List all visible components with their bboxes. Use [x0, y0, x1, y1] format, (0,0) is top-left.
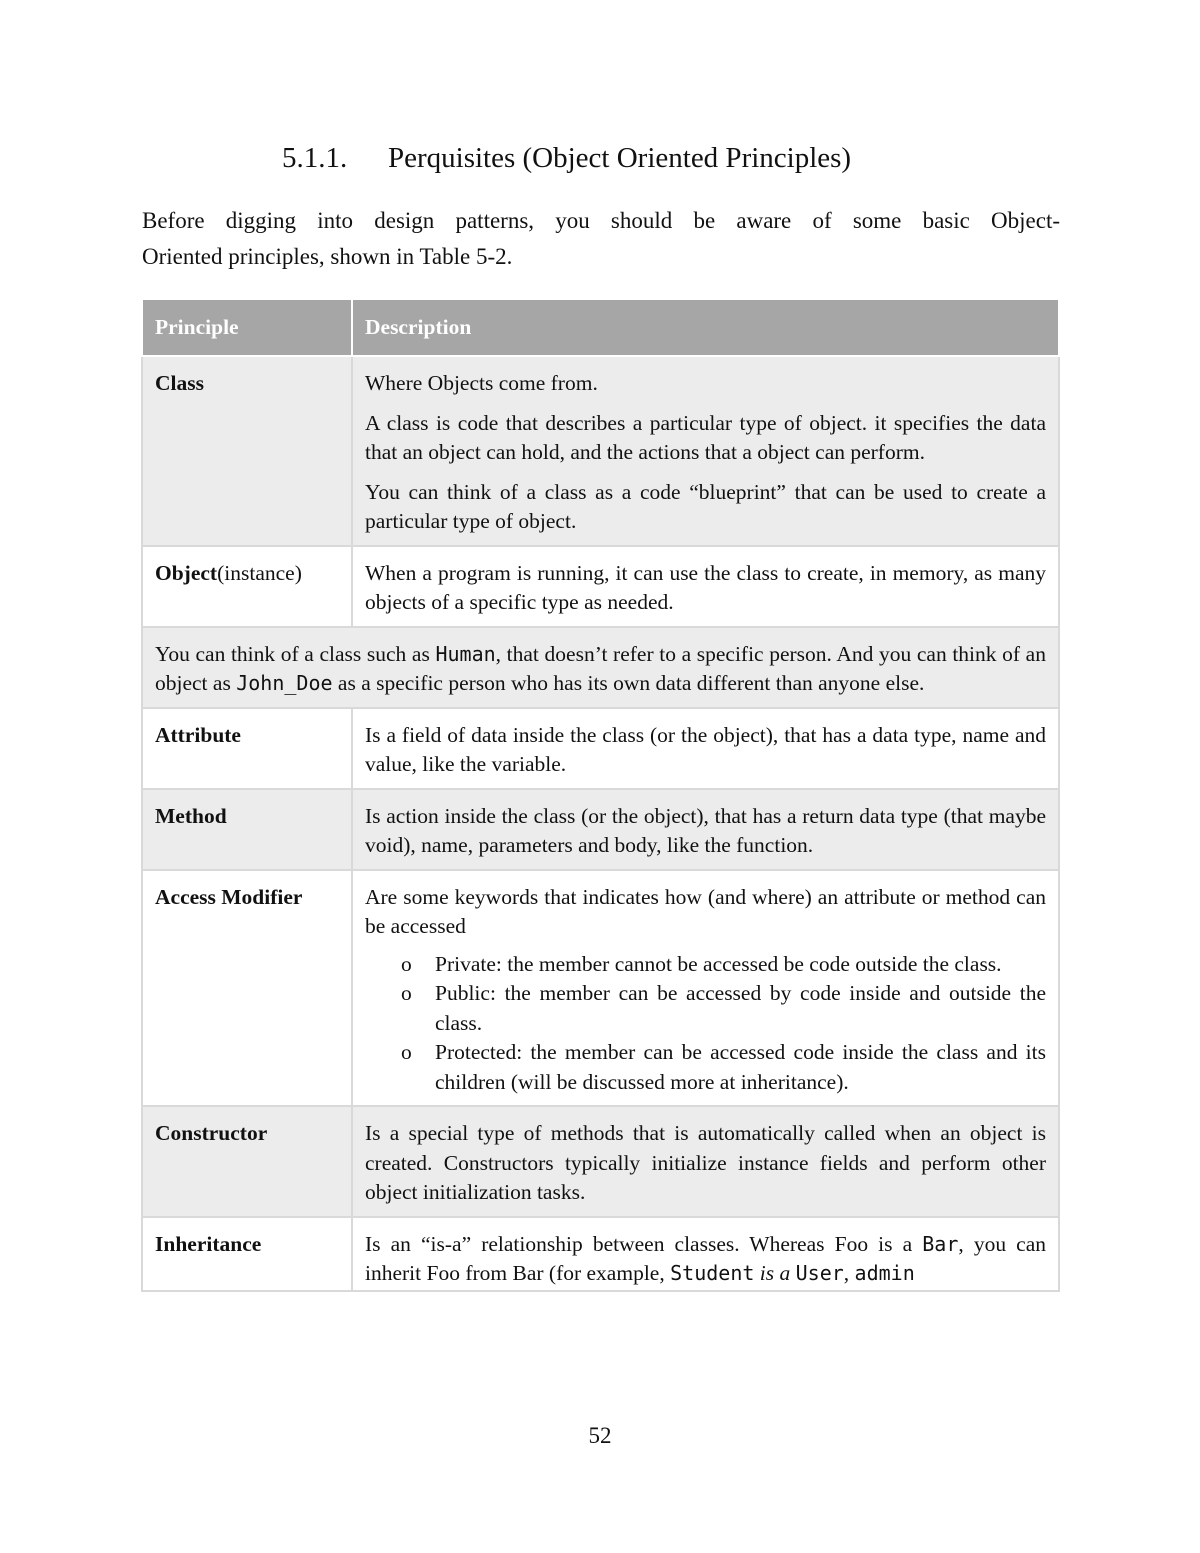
list-item: o Public: the member can be accessed by code inside and outside the class. — [435, 979, 1046, 1038]
note-text: , that doesn’t refer to a specific person. And you can think of an object as — [155, 641, 1046, 695]
header-principle: Principle — [142, 299, 352, 356]
term-bold: Object — [155, 560, 218, 585]
section-title: Perquisites (Object Oriented Principles) — [388, 142, 852, 174]
principle-description: Is a field of data inside the class (or the object), that has a data type, name and value, like the variable. — [352, 708, 1059, 789]
desc-code-admin: admin — [854, 1261, 915, 1285]
section-number: 5.1.1. — [282, 142, 348, 174]
intro-line-2: Oriented principles, shown in Table 5-2. — [142, 244, 513, 269]
list-item: o Private: the member cannot be accessed be code outside the class. — [435, 950, 1046, 980]
term-suffix: (instance) — [217, 560, 302, 585]
table-row — [142, 870, 1059, 1107]
description-paragraph: A class is code that describes a particular type of object. it specifies the data that an object can hold, and the actions that a object can perform. — [365, 410, 1046, 464]
desc-code-foo: Foo — [834, 1231, 869, 1256]
principle-term: Access Modifier — [142, 870, 352, 1107]
principle-term: Method — [142, 789, 352, 870]
desc-italic: is a — [754, 1261, 796, 1285]
table-row — [142, 1217, 1059, 1291]
page-number: 52 — [588, 1423, 612, 1448]
principle-term: Constructor — [142, 1106, 352, 1217]
desc-code-user: User — [795, 1261, 844, 1285]
table-row — [142, 627, 1059, 708]
principle-description: Is a special type of methods that is automatically called when an object is created. Constructors typically initialize instance fields and perform other object initialization tasks. — [352, 1106, 1059, 1217]
header-description: Description — [352, 299, 1059, 356]
note-text: You can think of a class such as — [155, 641, 436, 666]
section-heading — [282, 142, 851, 175]
note-text: as a specific person who has its own data different than anyone else. — [332, 671, 925, 695]
desc-text: is a — [868, 1231, 923, 1256]
principle-term: Class — [142, 356, 352, 546]
principle-description: When a program is running, it can use the class to create, in memory, as many objects of a specific type as needed. — [352, 546, 1059, 627]
note-code-human: Human — [435, 641, 496, 666]
list-item: o Protected: the member can be accessed code inside the class and its children (will be discussed more at inheritance). — [435, 1038, 1046, 1097]
table-row — [142, 356, 1059, 546]
desc-text: , you can inherit Foo from Bar (for example, — [365, 1231, 1046, 1285]
note-code-john-doe: John_Doe — [236, 671, 333, 695]
table-header-row — [142, 299, 1059, 356]
desc-code-student: Student — [670, 1261, 755, 1285]
description-paragraph: Where Objects come from. — [365, 371, 598, 395]
principle-description — [352, 870, 1059, 1107]
intro-paragraph — [142, 203, 1060, 275]
desc-text: Is an “is-a” relationship between classes. Whereas — [365, 1231, 835, 1256]
intro-line-1: Before digging into design patterns, you should be aware of some basic Object- — [142, 208, 1060, 233]
principle-description — [352, 356, 1059, 546]
inheritance-text — [365, 1230, 1046, 1290]
principles-table — [141, 298, 1060, 1292]
table-row — [142, 789, 1059, 870]
desc-code-bar: Bar — [922, 1231, 959, 1256]
bullet-list — [365, 950, 1046, 1098]
table-row — [142, 1106, 1059, 1217]
table-row — [142, 546, 1059, 627]
principle-term — [142, 546, 352, 627]
note-cell — [142, 627, 1059, 708]
description-paragraph: You can think of a class as a code “blueprint” that can be used to create a particular type of object. — [365, 479, 1046, 533]
principle-description — [352, 1217, 1059, 1291]
principle-description: Is action inside the class (or the object), that has a return data type (that maybe void), name, parameters and body, like the function. — [352, 789, 1059, 870]
principle-term: Inheritance — [142, 1217, 352, 1291]
table-row — [142, 708, 1059, 789]
desc-text: , — [843, 1261, 855, 1285]
description-paragraph: Are some keywords that indicates how (and where) an attribute or method can be accessed — [365, 884, 1046, 938]
principle-term: Attribute — [142, 708, 352, 789]
